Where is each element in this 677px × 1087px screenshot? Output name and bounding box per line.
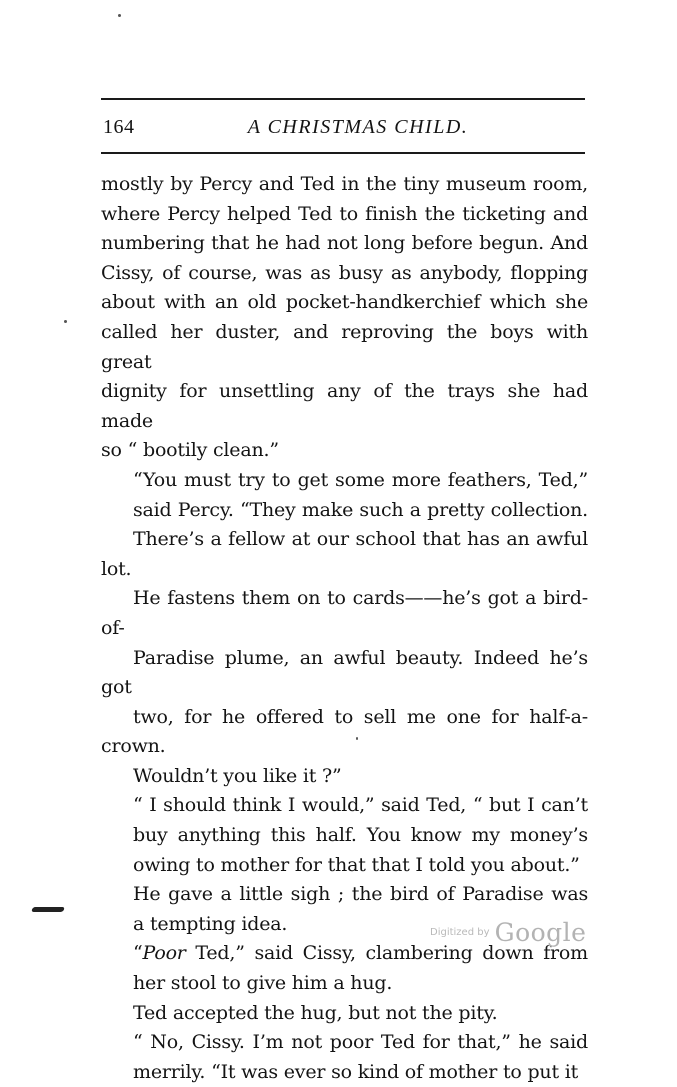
text-line: her stool to give him a hug. (133, 972, 393, 995)
header-rule-top (101, 98, 585, 100)
text-line: There’s a fellow at our school that has an awful lot. (101, 528, 588, 580)
running-header (101, 114, 585, 142)
text-line: Ted accepted the hug, but not the pity. (133, 1001, 498, 1024)
text-line: Cissy, of course, was as busy as anybody, flopping (101, 261, 588, 284)
paragraph (101, 466, 588, 792)
text-line: buy anything this half. You know my money’s (133, 824, 588, 847)
text-line: called her duster, and reproving the boys with great (101, 320, 588, 373)
text-line: where Percy helped Ted to finish the ticketing and (101, 202, 588, 225)
text-line: so “ bootily clean.” (101, 439, 279, 462)
margin-ink-mark (31, 907, 65, 912)
paragraph (101, 999, 588, 1029)
paragraph (101, 791, 588, 880)
body-text (101, 170, 588, 1087)
text-line: “Poor Ted,” said Cissy, clambering down from (133, 942, 588, 965)
text-line: about with an old pocket-handkerchief which she (101, 291, 588, 314)
text-line: “ I should think I would,” said Ted, “ but I can’t (133, 794, 588, 817)
paragraph (101, 1028, 588, 1087)
paragraph (101, 170, 588, 466)
text-line: mostly by Percy and Ted in the tiny museum room, (101, 173, 588, 195)
text-line: Paradise plume, an awful beauty. Indeed he’s got (101, 646, 588, 699)
text-line: “ No, Cissy. I’m not poor Ted for that,” he said (133, 1031, 588, 1054)
digitization-watermark (430, 918, 586, 947)
text-line: two, for he offered to sell me one for half-a-crown. (101, 705, 588, 758)
paragraph (101, 939, 588, 998)
text-line: dignity for unsettling any of the trays she had made (101, 380, 588, 432)
paper-speck (118, 14, 121, 17)
running-title: A CHRISTMAS CHILD. (247, 116, 469, 138)
text-line: merrily. “It was ever so kind of mother to put it (133, 1060, 579, 1083)
paper-speck (64, 320, 67, 323)
text-line: said Percy. “They make such a pretty collection. (133, 498, 588, 521)
emphasis: Poor (142, 942, 186, 965)
text-line: He fastens them on to cards——he’s got a bird-of- (101, 587, 588, 639)
text-line: numbering that he had not long before begun. And (101, 232, 588, 255)
header-rule-bottom (101, 152, 585, 154)
text-line: a tempting idea. (133, 912, 288, 935)
page-number: 164 (103, 116, 135, 138)
text-line: “You must try to get some more feathers, Ted,” (133, 468, 588, 491)
text-line: He gave a little sigh ; the bird of Paradise was (133, 883, 588, 906)
text-line: Wouldn’t you like it ?” (133, 764, 342, 787)
watermark-logo: Google (494, 918, 587, 947)
text-line: owing to mother for that that I told you about.” (133, 853, 580, 876)
watermark-prefix: Digitized by (430, 927, 490, 938)
